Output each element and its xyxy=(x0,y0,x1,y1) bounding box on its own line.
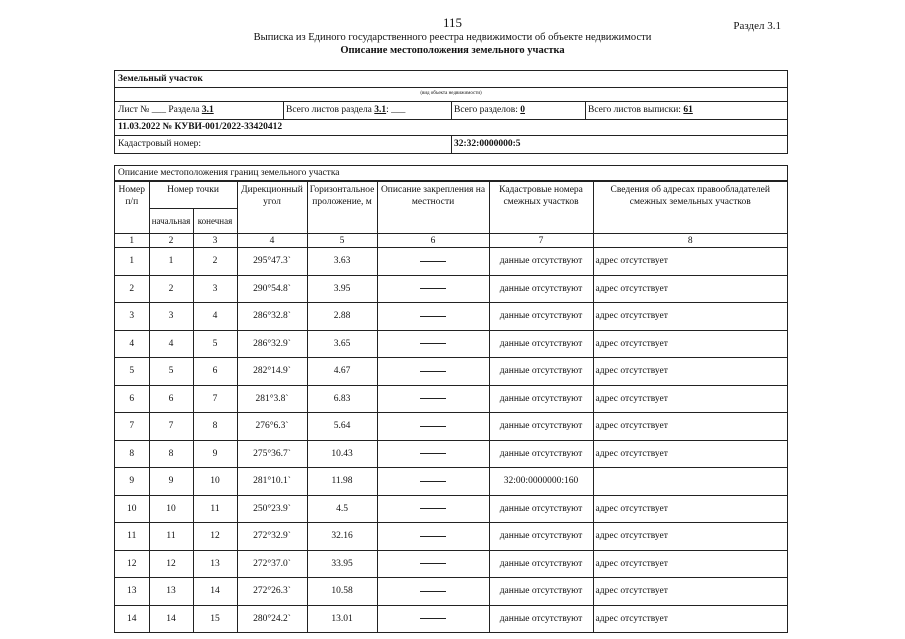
cell-start-point: 4 xyxy=(149,330,193,358)
column-number: 3 xyxy=(193,234,237,248)
dash-mark xyxy=(420,316,446,317)
date-number: 11.03.2022 № КУВИ-001/2022-33420412 xyxy=(118,122,283,132)
table-row xyxy=(115,440,787,468)
header-start: начальная xyxy=(149,209,193,234)
cell-angle: 281°10.1` xyxy=(237,468,307,496)
column-number: 2 xyxy=(149,234,193,248)
cell-fixing xyxy=(377,578,489,606)
cell-owner-address: адрес отсутствует xyxy=(593,550,787,578)
cell-end-point: 8 xyxy=(193,413,237,441)
header-point: Номер точки xyxy=(149,182,237,209)
cell-angle: 272°32.9` xyxy=(237,523,307,551)
dash-mark xyxy=(420,288,446,289)
boundary-table-title: Описание местоположения границ земельного участка xyxy=(115,166,787,181)
cell-owner-address: адрес отсутствует xyxy=(593,523,787,551)
sheet-label: Лист № xyxy=(118,105,150,115)
cell-angle: 290°54.8` xyxy=(237,275,307,303)
header-angle: Дирекционный угол xyxy=(237,182,307,234)
cell-end-point: 7 xyxy=(193,385,237,413)
cell-owner-address: адрес отсутствует xyxy=(593,413,787,441)
dash-mark xyxy=(420,563,446,564)
cell-owner-address xyxy=(593,468,787,496)
table-row xyxy=(115,413,787,441)
dash-mark xyxy=(420,453,446,454)
header-end: конечная xyxy=(193,209,237,234)
table-row xyxy=(115,385,787,413)
column-number: 8 xyxy=(593,234,787,248)
cell-fixing xyxy=(377,495,489,523)
cell-adjacent: данные отсутствуют xyxy=(489,385,593,413)
cell-end-point: 9 xyxy=(193,440,237,468)
cell-angle: 250°23.9` xyxy=(237,495,307,523)
table-row xyxy=(115,330,787,358)
total-sheets-label: Всего листов раздела xyxy=(286,105,372,115)
cell-owner-address: адрес отсутствует xyxy=(593,358,787,386)
table-row xyxy=(115,578,787,606)
cell-distance: 3.63 xyxy=(307,248,377,276)
cell-num: 6 xyxy=(115,385,149,413)
total-extract-value: 61 xyxy=(683,105,693,115)
column-number: 5 xyxy=(307,234,377,248)
table-row xyxy=(115,358,787,386)
boundary-table xyxy=(114,165,788,633)
section-value: 3.1 xyxy=(201,105,214,115)
table-row xyxy=(115,468,787,496)
cell-start-point: 13 xyxy=(149,578,193,606)
cell-fixing xyxy=(377,605,489,633)
cell-distance: 5.64 xyxy=(307,413,377,441)
cell-angle: 272°37.0` xyxy=(237,550,307,578)
cell-angle: 286°32.9` xyxy=(237,330,307,358)
cell-adjacent: данные отсутствуют xyxy=(489,523,593,551)
cell-adjacent: данные отсутствуют xyxy=(489,550,593,578)
cell-end-point: 14 xyxy=(193,578,237,606)
page-number: 115 xyxy=(442,15,463,30)
document-subtitle: Описание местоположения земельного участка xyxy=(340,45,565,56)
cell-end-point: 11 xyxy=(193,495,237,523)
header-distance: Горизонтальное проложение, м xyxy=(307,182,377,234)
cell-num: 9 xyxy=(115,468,149,496)
cell-start-point: 14 xyxy=(149,605,193,633)
cell-angle: 286°32.8` xyxy=(237,303,307,331)
cell-distance: 33.95 xyxy=(307,550,377,578)
cell-angle: 272°26.3` xyxy=(237,578,307,606)
cell-num: 7 xyxy=(115,413,149,441)
table-row xyxy=(115,523,787,551)
cadastral-label-cell xyxy=(115,136,452,153)
cell-distance: 6.83 xyxy=(307,385,377,413)
cell-adjacent: данные отсутствуют xyxy=(489,605,593,633)
cell-num: 5 xyxy=(115,358,149,386)
dash-mark xyxy=(420,426,446,427)
cell-adjacent: 32:00:0000000:160 xyxy=(489,468,593,496)
cell-num: 12 xyxy=(115,550,149,578)
cell-fixing xyxy=(377,248,489,276)
cell-fixing xyxy=(377,275,489,303)
table-row xyxy=(115,275,787,303)
dash-mark xyxy=(420,343,446,344)
cell-owner-address: адрес отсутствует xyxy=(593,495,787,523)
cell-distance: 32.16 xyxy=(307,523,377,551)
cell-distance: 2.88 xyxy=(307,303,377,331)
cell-angle: 275°36.7` xyxy=(237,440,307,468)
document-title: Выписка из Единого государственного реестра недвижимости об объекте недвижимости xyxy=(253,32,652,43)
cell-owner-address: адрес отсутствует xyxy=(593,330,787,358)
cell-distance: 11.98 xyxy=(307,468,377,496)
object-type-caption-row xyxy=(115,88,787,102)
cell-num: 1 xyxy=(115,248,149,276)
cell-start-point: 2 xyxy=(149,275,193,303)
cell-end-point: 3 xyxy=(193,275,237,303)
cadastral-value-cell xyxy=(451,136,787,153)
table-row xyxy=(115,303,787,331)
cell-start-point: 5 xyxy=(149,358,193,386)
cell-end-point: 15 xyxy=(193,605,237,633)
cell-owner-address: адрес отсутствует xyxy=(593,385,787,413)
header-block xyxy=(114,70,788,154)
cell-num: 8 xyxy=(115,440,149,468)
cell-angle: 282°14.9` xyxy=(237,358,307,386)
cell-fixing xyxy=(377,550,489,578)
cell-owner-address: адрес отсутствует xyxy=(593,605,787,633)
cell-fixing xyxy=(377,413,489,441)
column-number: 7 xyxy=(489,234,593,248)
cadastral-value: 32:32:0000000:5 xyxy=(454,139,521,149)
cell-owner-address: адрес отсутствует xyxy=(593,303,787,331)
dash-mark xyxy=(420,371,446,372)
total-sheets-cell: Всего листов раздела 3.1: ___ xyxy=(283,102,452,119)
cell-owner-address: адрес отсутствует xyxy=(593,248,787,276)
total-sheets-value: 3.1 xyxy=(374,105,387,115)
cell-fixing xyxy=(377,358,489,386)
section-prefix: Раздела xyxy=(168,105,200,115)
cell-start-point: 10 xyxy=(149,495,193,523)
cell-adjacent: данные отсутствуют xyxy=(489,330,593,358)
cell-distance: 3.95 xyxy=(307,275,377,303)
cell-end-point: 4 xyxy=(193,303,237,331)
cell-angle: 295°47.3` xyxy=(237,248,307,276)
sheet-info-row xyxy=(115,102,787,120)
cell-num: 4 xyxy=(115,330,149,358)
column-number: 4 xyxy=(237,234,307,248)
cell-start-point: 6 xyxy=(149,385,193,413)
cell-distance: 13.01 xyxy=(307,605,377,633)
cell-end-point: 12 xyxy=(193,523,237,551)
table-row xyxy=(115,248,787,276)
cell-adjacent: данные отсутствуют xyxy=(489,248,593,276)
section-label: Раздел 3.1 xyxy=(733,20,781,32)
cell-start-point: 3 xyxy=(149,303,193,331)
header-adjacent: Кадастровые номера смежных участков xyxy=(489,182,593,234)
cell-num: 10 xyxy=(115,495,149,523)
cell-end-point: 6 xyxy=(193,358,237,386)
total-extract-label: Всего листов выписки: xyxy=(588,105,681,115)
cell-end-point: 5 xyxy=(193,330,237,358)
table-row xyxy=(115,550,787,578)
cell-start-point: 12 xyxy=(149,550,193,578)
cell-start-point: 11 xyxy=(149,523,193,551)
cell-num: 11 xyxy=(115,523,149,551)
cell-angle: 276°6.3` xyxy=(237,413,307,441)
cell-start-point: 8 xyxy=(149,440,193,468)
object-type-row xyxy=(115,71,787,88)
cadastral-label: Кадастровый номер: xyxy=(118,139,202,149)
cell-fixing xyxy=(377,303,489,331)
cell-end-point: 2 xyxy=(193,248,237,276)
total-extract-cell xyxy=(585,102,787,119)
column-number: 6 xyxy=(377,234,489,248)
table-row xyxy=(115,495,787,523)
cell-adjacent: данные отсутствуют xyxy=(489,495,593,523)
cell-owner-address: адрес отсутствует xyxy=(593,275,787,303)
column-number: 1 xyxy=(115,234,149,248)
cell-adjacent: данные отсутствуют xyxy=(489,578,593,606)
cell-num: 14 xyxy=(115,605,149,633)
cell-end-point: 10 xyxy=(193,468,237,496)
cell-distance: 10.43 xyxy=(307,440,377,468)
cell-num: 2 xyxy=(115,275,149,303)
cell-owner-address: адрес отсутствует xyxy=(593,578,787,606)
date-number-row xyxy=(115,120,787,136)
cell-adjacent: данные отсутствуют xyxy=(489,358,593,386)
cell-fixing xyxy=(377,330,489,358)
dash-mark xyxy=(420,261,446,262)
dash-mark xyxy=(420,508,446,509)
cell-fixing xyxy=(377,468,489,496)
cell-angle: 280°24.2` xyxy=(237,605,307,633)
cell-angle: 281°3.8` xyxy=(237,385,307,413)
cell-fixing xyxy=(377,440,489,468)
cell-distance: 4.67 xyxy=(307,358,377,386)
cell-start-point: 1 xyxy=(149,248,193,276)
sheet-number-cell: Лист № ___ Раздела 3.1 xyxy=(115,102,284,119)
cell-distance: 4.5 xyxy=(307,495,377,523)
table-row xyxy=(115,605,787,633)
cell-owner-address: адрес отсутствует xyxy=(593,440,787,468)
cell-adjacent: данные отсутствуют xyxy=(489,275,593,303)
cell-end-point: 13 xyxy=(193,550,237,578)
dash-mark xyxy=(420,481,446,482)
cell-fixing xyxy=(377,385,489,413)
total-sections-cell xyxy=(451,102,586,119)
dash-mark xyxy=(420,591,446,592)
cell-distance: 10.58 xyxy=(307,578,377,606)
dash-mark xyxy=(420,536,446,537)
cell-adjacent: данные отсутствуют xyxy=(489,413,593,441)
header-owners: Сведения об адресах правообладателей смежных земельных участков xyxy=(593,182,787,234)
cell-adjacent: данные отсутствуют xyxy=(489,440,593,468)
cell-fixing xyxy=(377,523,489,551)
cell-distance: 3.65 xyxy=(307,330,377,358)
cell-num: 13 xyxy=(115,578,149,606)
cadastral-row xyxy=(115,136,787,153)
cell-start-point: 9 xyxy=(149,468,193,496)
total-sections-value: 0 xyxy=(520,105,526,115)
header-num: Номер п/п xyxy=(115,182,149,234)
cell-num: 3 xyxy=(115,303,149,331)
cell-start-point: 7 xyxy=(149,413,193,441)
dash-mark xyxy=(420,618,446,619)
cell-adjacent: данные отсутствуют xyxy=(489,303,593,331)
object-type-caption: (вид объекта недвижимости) xyxy=(420,91,482,96)
total-sections-label: Всего разделов: xyxy=(454,105,518,115)
object-type: Земельный участок xyxy=(118,74,203,84)
boundary-grid xyxy=(115,181,787,633)
dash-mark xyxy=(420,398,446,399)
header-fixing: Описание закрепления на местности xyxy=(377,182,489,234)
